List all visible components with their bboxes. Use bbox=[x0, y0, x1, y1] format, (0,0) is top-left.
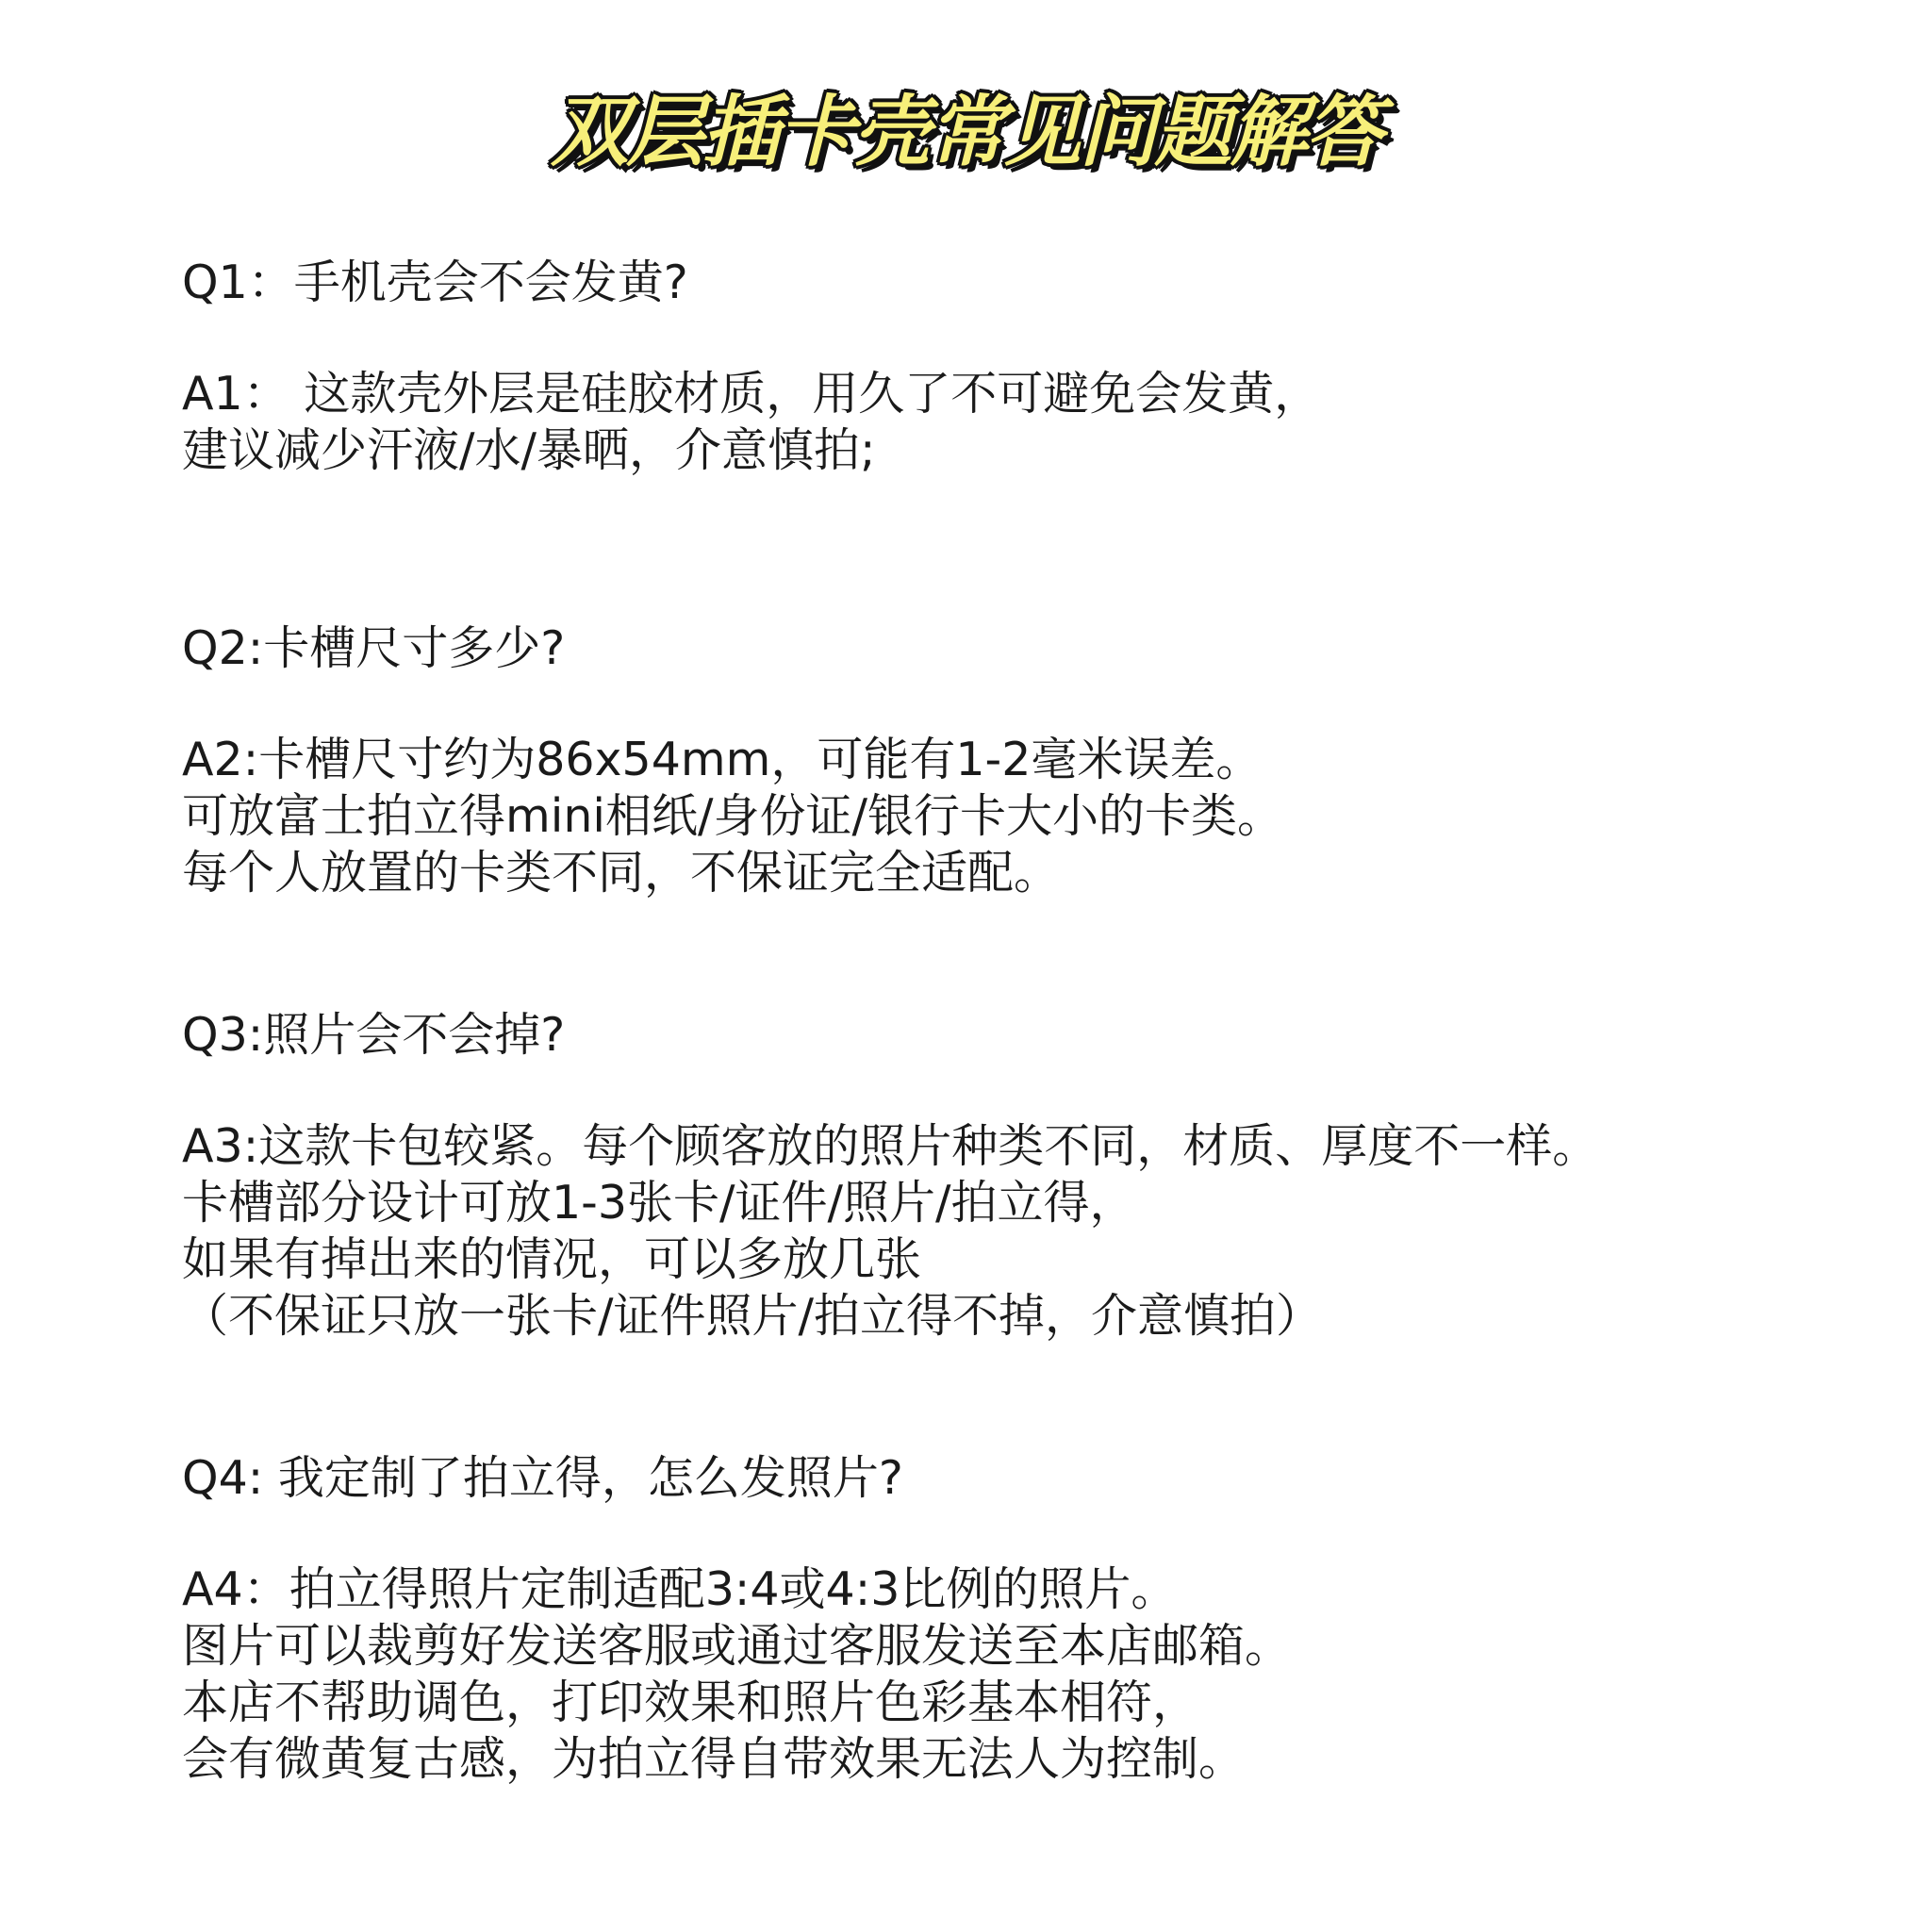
faq-item-4 bbox=[182, 1450, 1898, 1788]
faq-list bbox=[182, 255, 1898, 1788]
answer-3-line-2: 卡槽部分设计可放1-3张卡/证件/照片/拍立得， bbox=[182, 1176, 1136, 1230]
answer-3-line-4: （不保证只放一张卡/证件照片/拍立得不掉，介意慎拍） bbox=[182, 1289, 1323, 1343]
faq-item-2 bbox=[182, 620, 1898, 901]
answer-4-line-4: 会有微黄复古感，为拍立得自带效果无法人为控制。 bbox=[182, 1732, 1246, 1786]
answer-4-line-3: 本店不帮助调色，打印效果和照片色彩基本相符， bbox=[182, 1676, 1199, 1729]
answer-1 bbox=[182, 366, 1898, 479]
faq-item-1 bbox=[182, 255, 1898, 479]
answer-2 bbox=[182, 732, 1898, 901]
answer-3-line-1: A3:这款卡包较紧。每个顾客放的照片种类不同，材质、厚度不一样。 bbox=[182, 1119, 1599, 1173]
page-title: 双层插卡壳常见问题解答 bbox=[551, 88, 1381, 177]
answer-4-line-1: A4：拍立得照片定制适配3:4或4:3比例的照片。 bbox=[182, 1562, 1178, 1616]
answer-2-line-1: A2:卡槽尺寸约为86x54mm，可能有1-2毫米误差。 bbox=[182, 733, 1263, 786]
answer-1-line-1: A1： 这款壳外层是硅胶材质，用久了不可避免会发黄， bbox=[182, 367, 1321, 421]
answer-2-line-3: 每个人放置的卡类不同，不保证完全适配。 bbox=[182, 846, 1061, 900]
answer-4-line-2: 图片可以裁剪好发送客服或通过客服发送至本店邮箱。 bbox=[182, 1619, 1292, 1673]
answer-3 bbox=[182, 1118, 1898, 1345]
answer-1-line-2: 建议减少汗液/水/暴晒，介意慎拍; bbox=[182, 423, 876, 477]
question-1: Q1：手机壳会不会发黄? bbox=[182, 256, 688, 309]
answer-3-line-3: 如果有掉出来的情况，可以多放几张 bbox=[182, 1232, 922, 1286]
question-4: Q4: 我定制了拍立得，怎么发照片? bbox=[182, 1451, 903, 1505]
question-3: Q3:照片会不会掉? bbox=[182, 1008, 566, 1062]
question-2: Q2:卡槽尺寸多少? bbox=[182, 621, 566, 675]
answer-2-line-2: 可放富士拍立得mini相纸/身份证/银行卡大小的卡类。 bbox=[182, 789, 1284, 843]
faq-item-3 bbox=[182, 1007, 1898, 1345]
answer-4 bbox=[182, 1561, 1898, 1788]
